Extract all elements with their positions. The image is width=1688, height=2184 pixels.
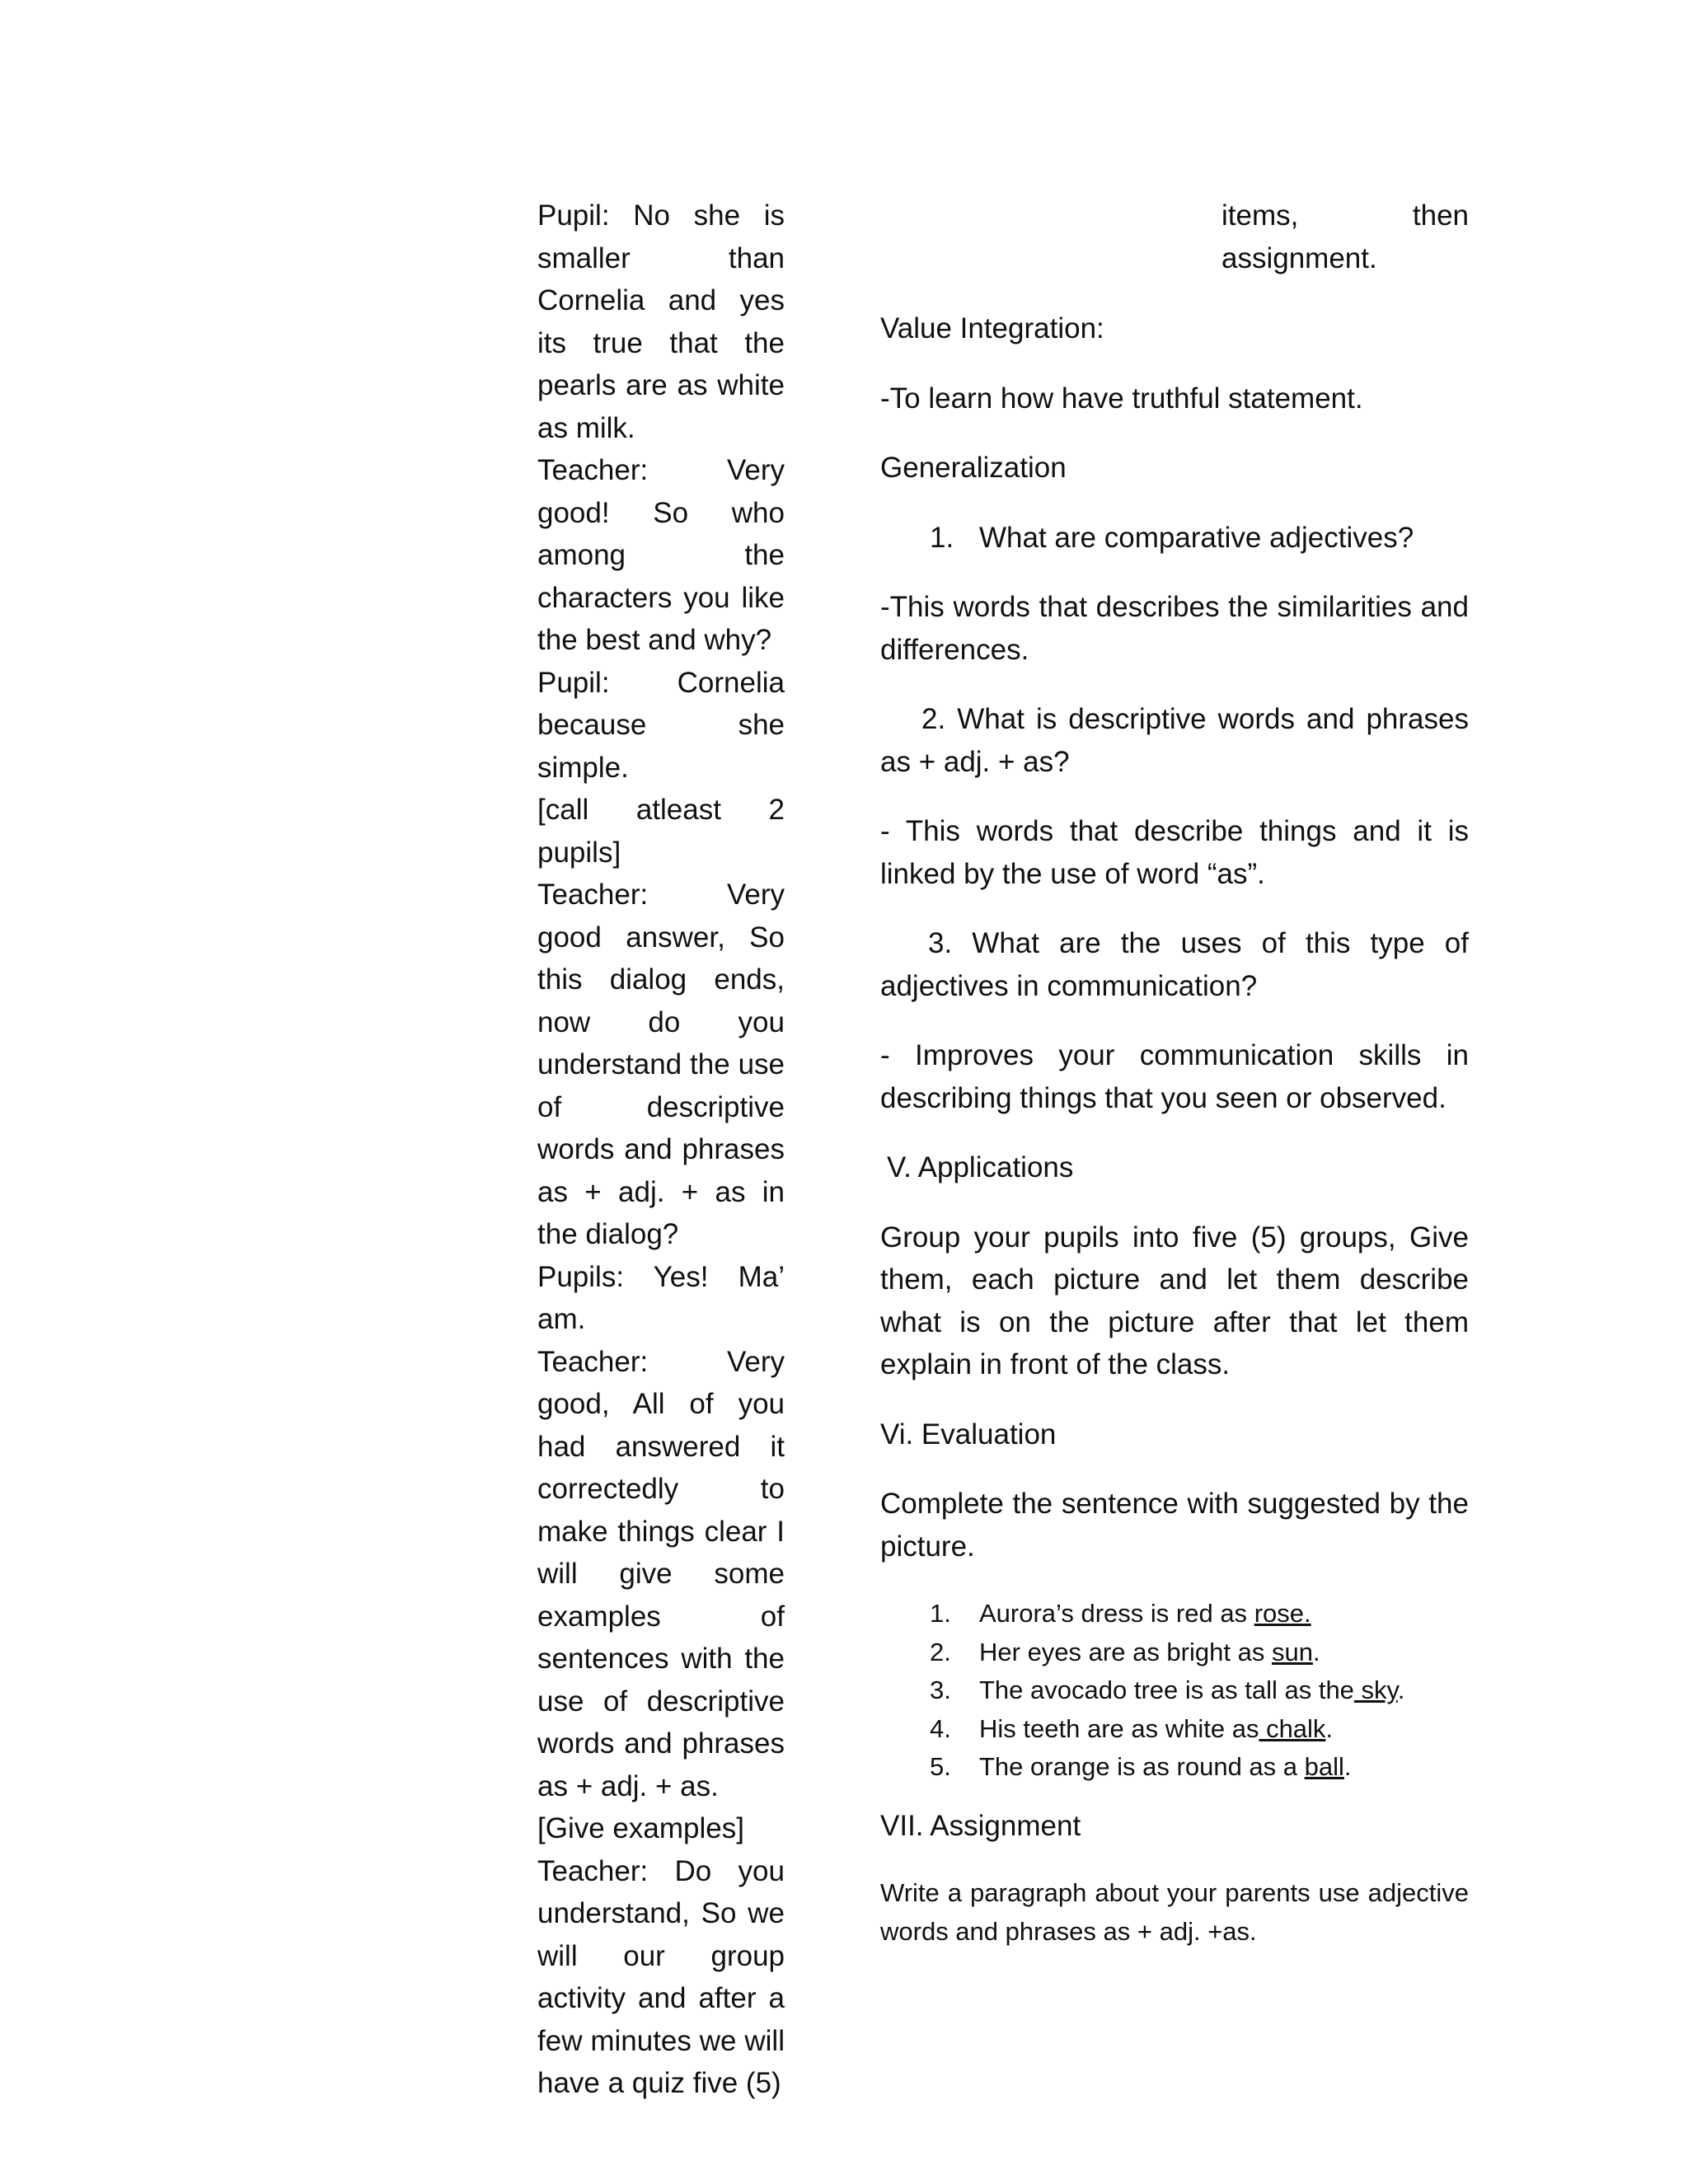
item-text: Aurora’s dress is red as rose. bbox=[979, 1599, 1311, 1628]
evaluation-item bbox=[930, 1748, 1469, 1787]
applications-heading: V. Applications bbox=[887, 1151, 1074, 1183]
question-3: 3. What are the uses of this type of adjectives in communication? bbox=[880, 927, 1469, 1002]
item-number: 4. bbox=[930, 1713, 951, 1743]
question-number: 1. bbox=[930, 521, 954, 554]
continued-text bbox=[1221, 194, 1469, 279]
evaluation-item bbox=[930, 1671, 1469, 1710]
dialogue-paragraph: Teacher: Very good answer, So this dialog ends, now do you understand the use of descriptive words and phrases as + adj. + as in the dialog? bbox=[537, 879, 785, 1250]
assignment-text: Write a paragraph about your parents use adjective words and phrases as + adj. +as. bbox=[880, 1878, 1469, 1946]
evaluation-heading: Vi. Evaluation bbox=[880, 1418, 1057, 1451]
continued-word: then bbox=[1412, 199, 1469, 232]
question-1 bbox=[880, 517, 1469, 560]
generalization-heading: Generalization bbox=[880, 452, 1067, 484]
value-integration-heading: Value Integration: bbox=[880, 312, 1104, 344]
dialogue-paragraph: Teacher: Very good, All of you had answered it correctedly to make things clear I will give some examples of sentences with the use of descriptive words and phrases as + adj. + as. bbox=[537, 1345, 785, 1802]
value-integration-text: -To learn how have truthful statement. bbox=[880, 382, 1363, 415]
item-answer: sun bbox=[1271, 1637, 1313, 1666]
item-text: His teeth are as white as chalk. bbox=[979, 1713, 1334, 1743]
item-text: Her eyes are as bright as sun. bbox=[979, 1637, 1320, 1666]
answer-2: - This words that describe things and it is linked by the use of word “as”. bbox=[880, 815, 1469, 890]
continued-word: items, bbox=[1221, 199, 1299, 232]
item-answer: ball bbox=[1304, 1752, 1344, 1781]
question-text: What are comparative adjectives? bbox=[979, 521, 1414, 554]
item-answer: chalk bbox=[1259, 1713, 1326, 1743]
dialogue-paragraph: Pupils: Yes! Ma’ am. bbox=[537, 1260, 785, 1335]
item-text: The avocado tree is as tall as the sky. bbox=[979, 1675, 1405, 1704]
answer-3: - Improves your communication skills in describing things that you seen or observed. bbox=[880, 1039, 1469, 1114]
dialogue-paragraph: [call atleast 2 pupils] bbox=[537, 794, 785, 869]
evaluation-item bbox=[930, 1595, 1469, 1633]
evaluation-item bbox=[930, 1710, 1469, 1749]
item-answer: rose. bbox=[1254, 1599, 1311, 1628]
answer-1: -This words that describes the similarities and differences. bbox=[880, 591, 1469, 666]
item-text: The orange is as round as a ball. bbox=[979, 1752, 1352, 1781]
continued-line bbox=[1221, 194, 1469, 237]
question-2: 2. What is descriptive words and phrases as + adj. + as? bbox=[880, 703, 1469, 778]
dialogue-column bbox=[537, 194, 785, 2105]
item-number: 3. bbox=[930, 1675, 951, 1704]
assignment-heading: VII. Assignment bbox=[880, 1809, 1081, 1842]
item-number: 2. bbox=[930, 1637, 951, 1666]
dialogue-paragraph: Pupil: Cornelia because she simple. bbox=[537, 666, 785, 784]
evaluation-item bbox=[930, 1633, 1469, 1672]
evaluation-list bbox=[880, 1595, 1469, 1787]
dialogue-paragraph: [Give examples] bbox=[537, 1812, 744, 1844]
item-number: 5. bbox=[930, 1752, 951, 1781]
evaluation-text: Complete the sentence with suggested by the picture. bbox=[880, 1488, 1469, 1563]
item-number: 1. bbox=[930, 1599, 951, 1628]
continued-line: assignment. bbox=[1221, 241, 1377, 274]
applications-text: Group your pupils into five (5) groups, Give them, each picture and let them describe what is on the picture after that let them explain in front of the class. bbox=[880, 1221, 1469, 1380]
item-answer: sky bbox=[1353, 1675, 1398, 1704]
dialogue-paragraph: Teacher: Do you understand, So we will our group activity and after a few minutes we will have a quiz five (5) bbox=[537, 1854, 785, 2099]
dialogue-paragraph: Teacher: Very good! So who among the characters you like the best and why? bbox=[537, 454, 785, 656]
lesson-column bbox=[880, 307, 1469, 1978]
dialogue-paragraph: Pupil: No she is smaller than Cornelia and yes its true that the pearls are as white as milk. bbox=[537, 199, 785, 444]
